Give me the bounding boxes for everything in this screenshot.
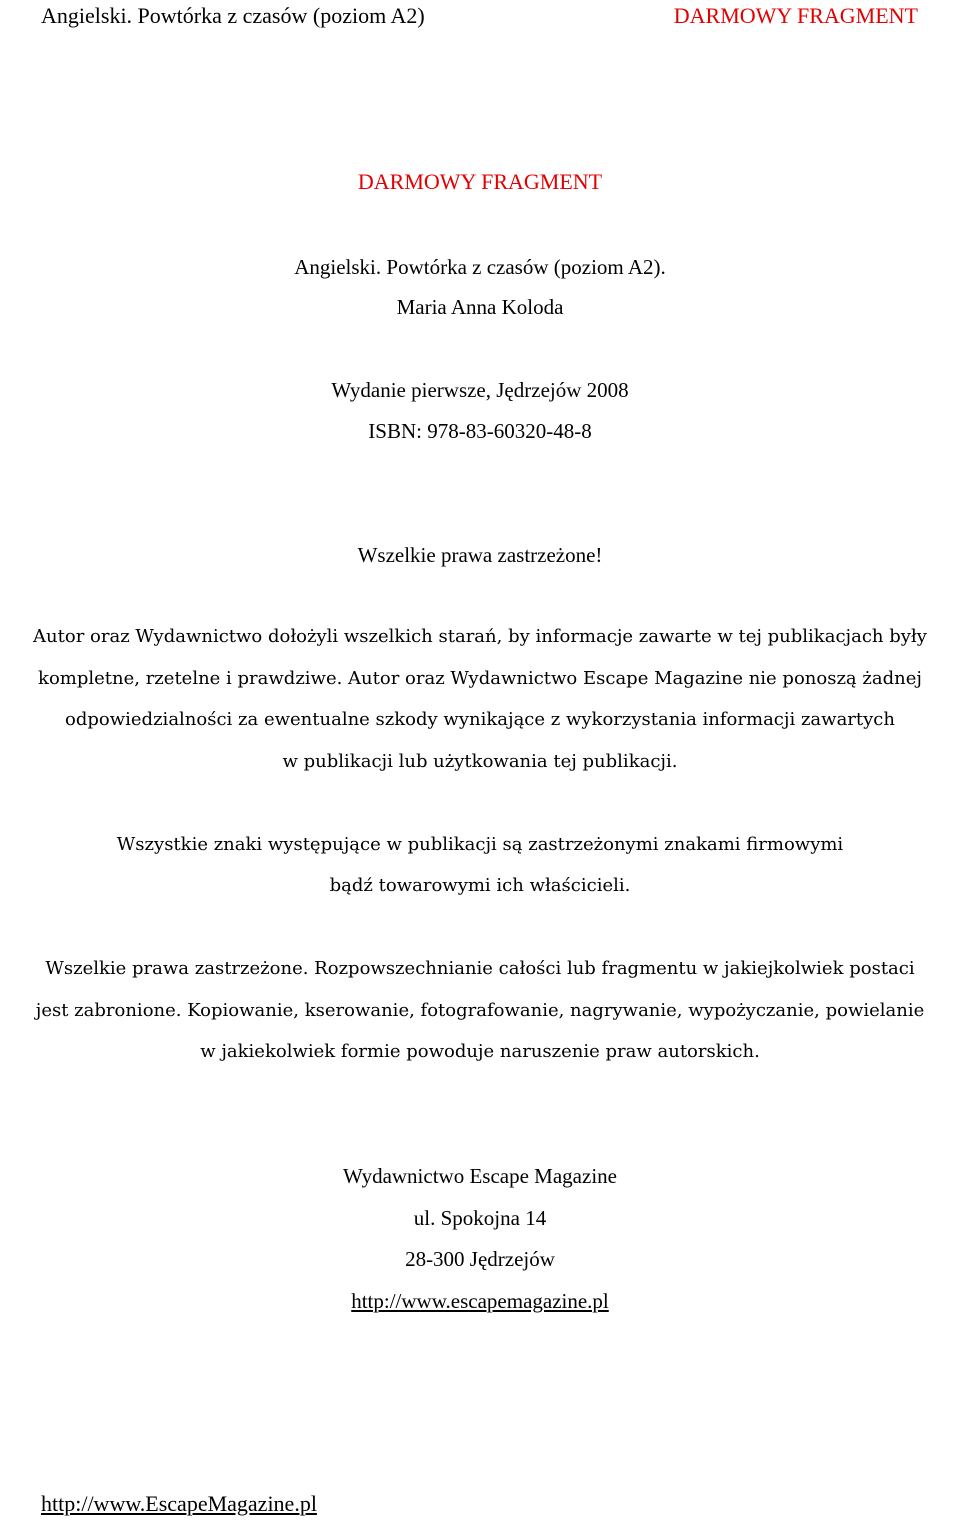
trademark-line-1: Wszystkie znaki występujące w publikacji są zastrzeżonymi znakami firmowymi	[116, 834, 844, 855]
copyright-line-2: jest zabronione. Kopiowanie, kserowanie, fotografowanie, nagrywanie, wypożyczanie, powielanie	[35, 1000, 925, 1021]
disclaimer-line-4: w publikacji lub użytkowania tej publikacji.	[282, 751, 678, 772]
publisher-street: ul. Spokojna 14	[413, 1206, 547, 1230]
free-fragment-title: DARMOWY FRAGMENT	[357, 169, 603, 194]
book-title: Angielski. Powtórka z czasów (poziom A2).	[294, 255, 666, 279]
copyright-line-1: Wszelkie prawa zastrzeżone. Rozpowszechnianie całości lub fragmentu w jakiejkolwiek postaci	[45, 958, 915, 979]
rights-heading: Wszelkie prawa zastrzeżone!	[357, 543, 603, 567]
edition-info: Wydanie pierwsze, Jędrzejów 2008	[331, 378, 629, 402]
disclaimer-line-1: Autor oraz Wydawnictwo dołożyli wszelkich starań, by informacje zawarte w tej publikacjach były	[33, 626, 927, 647]
copyright-line-3: w jakiekolwiek formie powoduje naruszenie praw autorskich.	[200, 1041, 760, 1062]
isbn: ISBN: 978-83-60320-48-8	[368, 419, 592, 443]
publisher-city: 28-300 Jędrzejów	[405, 1247, 555, 1271]
disclaimer-line-2: kompletne, rzetelne i prawdziwe. Autor oraz Wydawnictwo Escape Magazine nie ponoszą żadnej	[38, 668, 922, 689]
author-name: Maria Anna Koloda	[396, 295, 564, 319]
trademark-line-2: bądź towarowymi ich właścicieli.	[329, 875, 631, 896]
publisher-name: Wydawnictwo Escape Magazine	[343, 1164, 617, 1188]
footer-website-link[interactable]: http://www.EscapeMagazine.pl	[41, 1491, 317, 1516]
header-free-fragment-label: DARMOWY FRAGMENT	[673, 3, 918, 28]
publisher-website-link[interactable]: http://www.escapemagazine.pl	[351, 1289, 609, 1313]
disclaimer-line-3: odpowiedzialności za ewentualne szkody wynikające z wykorzystania informacji zawartych	[65, 709, 895, 730]
header-book-title: Angielski. Powtórka z czasów (poziom A2)	[41, 3, 425, 28]
